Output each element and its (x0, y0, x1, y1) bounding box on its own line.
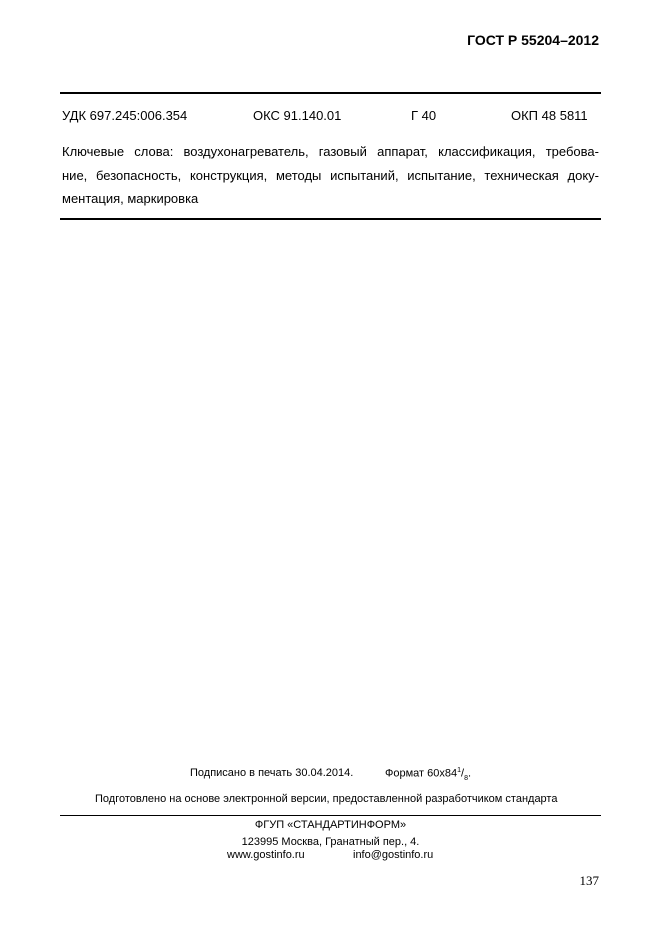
format-slash: / (461, 767, 465, 780)
keywords-line: Ключевые слова: воздухонагреватель, газовый аппарат, классификация, требова- (62, 144, 599, 159)
format-numerator: 1 (457, 767, 462, 774)
format-denominator: 8 (464, 774, 468, 782)
okp-code: ОКП 48 5811 (511, 108, 588, 123)
format-suffix: . (467, 767, 472, 780)
page-number: 137 (579, 873, 599, 888)
group-code: Г 40 (411, 108, 437, 123)
keywords-line: ментация, маркировка (62, 191, 199, 206)
prepared-note: Подготовлено на основе электронной версии, предоставленной разработчиком стандарта (95, 793, 558, 805)
publisher-address: 123995 Москва, Гранатный пер., 4. (241, 836, 420, 848)
paper-format (385, 767, 471, 782)
keywords-line: ние, безопасность, конструкция, методы испытаний, испытание, техническая доку- (62, 167, 599, 183)
standard-number: ГОСТ Р 55204–2012 (467, 32, 599, 48)
keywords-bottom-rule (60, 218, 601, 220)
imprint-rule (60, 815, 601, 816)
format-prefix: Формат 60x84 (385, 767, 458, 780)
signed-for-print: Подписано в печать 30.04.2014. (190, 767, 354, 779)
oks-code: ОКС 91.140.01 (253, 108, 342, 123)
keywords-block (62, 140, 599, 211)
publisher-name: ФГУП «СТАНДАРТИНФОРМ» (254, 819, 407, 831)
udk-code: УДК 697.245:006.354 (62, 108, 188, 123)
publisher-email: info@gostinfo.ru (353, 849, 434, 861)
publisher-website: www.gostinfo.ru (227, 849, 305, 861)
top-rule (60, 92, 601, 94)
